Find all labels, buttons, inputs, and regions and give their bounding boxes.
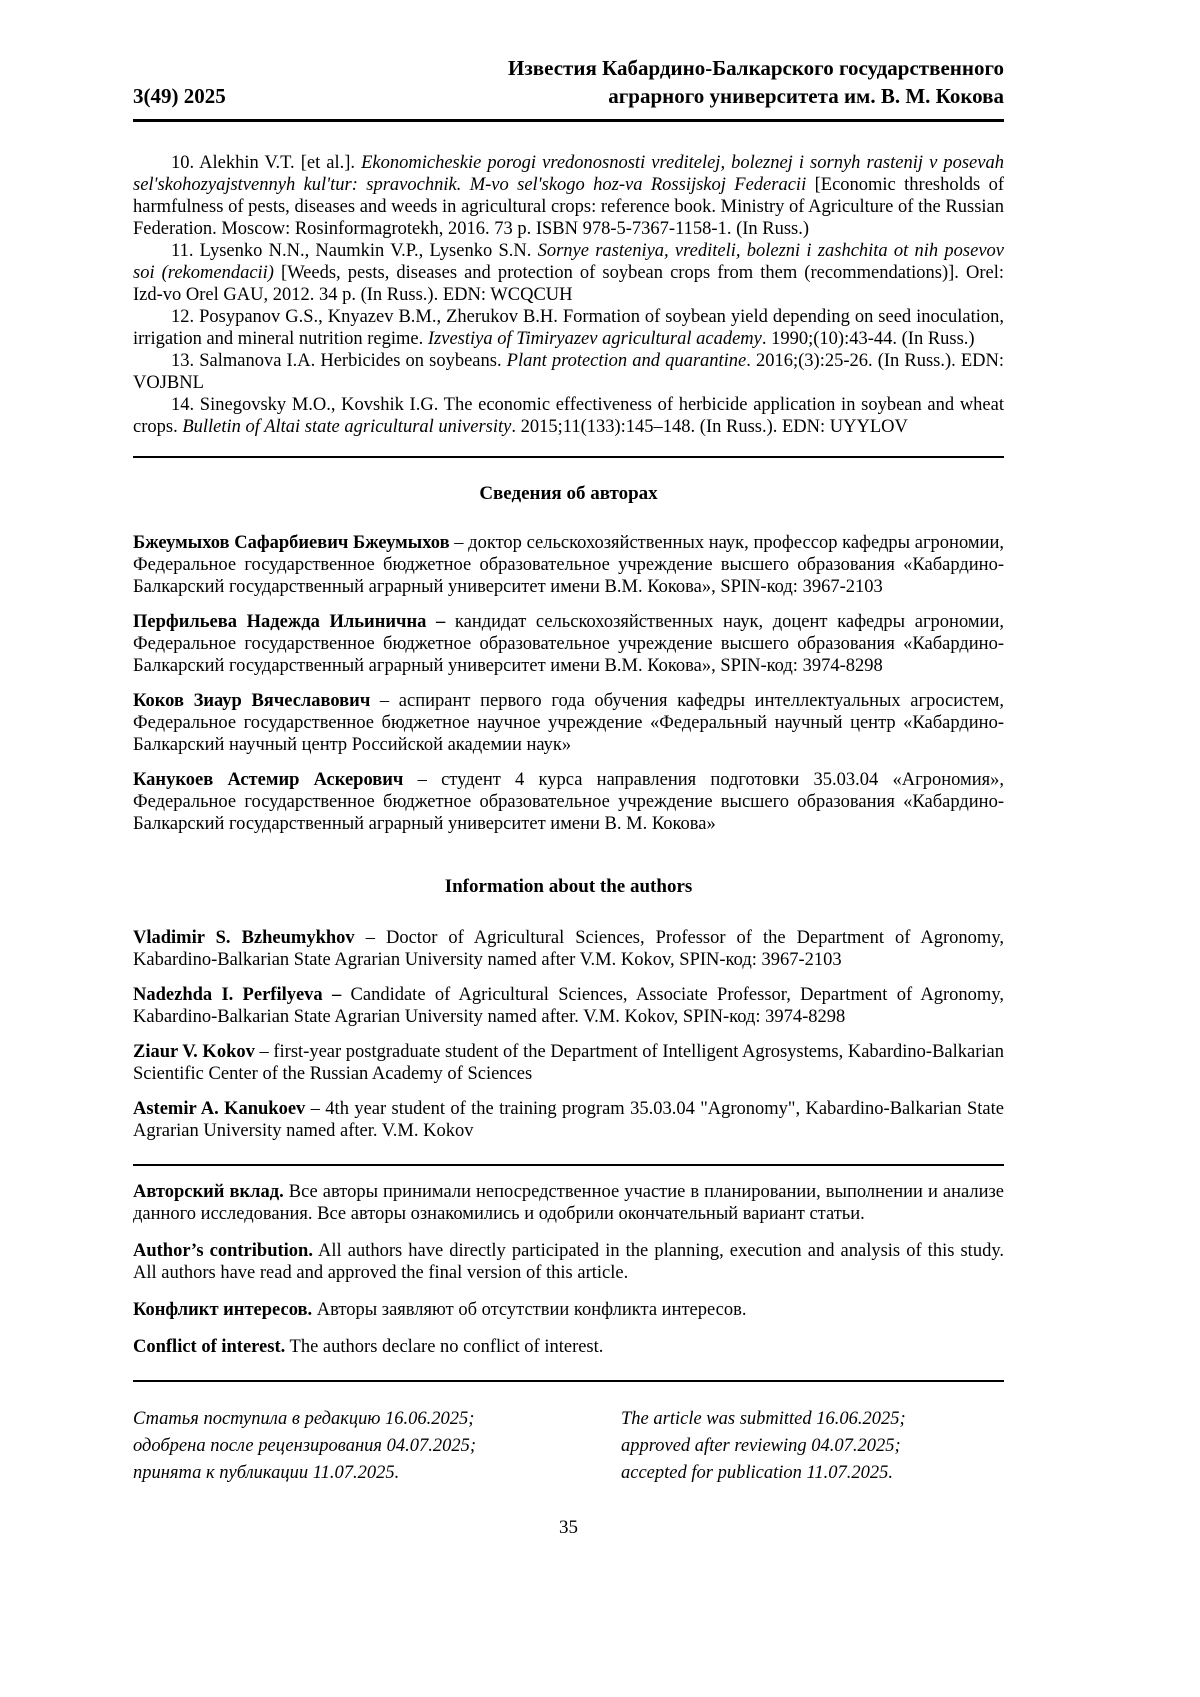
author-name: Коков Зиаур Вячеславович [133,691,371,711]
page-number: 35 [559,1517,578,1538]
conflict-of-interest-en [133,1336,1004,1358]
author-name: Бжеумыхов Сафарбиевич Бжеумыхов [133,533,450,553]
header-divider [133,119,1004,122]
reference-text: 10. Alekhin V.T. [et al.]. [171,153,362,173]
author-entry-en [133,927,1004,971]
date-line-approved-en: approved after reviewing 04.07.2025; [621,1436,901,1456]
section-divider [133,1380,1004,1382]
statement-text: All authors have directly participated in the planning, execution and analysis of this study. All authors have read and approved the final version of this article. [133,1241,1005,1283]
reference-text: 11. Lysenko N.N., Naumkin V.P., Lysenko S.N. [171,241,538,261]
author-name: Astemir A. Kanukoev [133,1099,306,1119]
statement-text: Авторы заявляют об отсутствии конфликта интересов. [312,1300,747,1320]
reference-item-10 [133,152,1004,240]
author-name: Канукоев Астемир Аскерович [133,770,404,790]
author-contribution-ru [133,1181,1004,1225]
reference-text: [Economic thresholds of harmfulness of pests, diseases and weeds in agricultural crops: reference book. Ministry of Agriculture of the Russian Federation. Moscow: Rosinformagrotekh, 2016. 73 p. ISBN 978-5-7367-1158-1. (In Russ.) [133,175,1005,239]
section-divider [133,456,1004,458]
author-description: кандидат сельскохозяйственных наук, доцент кафедры агрономии, Федеральное государственное бюджетное образовательное учреждение высшего образования «Кабардино-Балкарский государственный аграрный университет имени В.М. Кокова», SPIN-код: 3974-8298 [133,612,1004,676]
reference-title-transliterated: Sornye rasteniya, vrediteli, bolezni i zashchita ot nih posevov soi (rekomendacii) [133,241,1005,283]
statement-label: Conflict of interest. [133,1337,286,1357]
reference-item-14 [133,394,1004,438]
authors-ru-title: Сведения об авторах [479,483,658,504]
reference-item-11 [133,240,1004,306]
date-line-accepted-ru: принята к публикации 11.07.2025. [133,1463,400,1483]
author-entry-en [133,1098,1004,1142]
statement-label: Авторский вклад. [133,1182,284,1202]
reference-text: 13. Salmanova I.A. Herbicides on soybeans. [171,351,507,371]
author-description: – 4th year student of the training program 35.03.04 "Agronomy", Kabardino-Balkarian State Agrarian University named after. V.M. Kokov [133,1099,1004,1141]
author-description: – Doctor of Agricultural Sciences, Professor of the Department of Agronomy, Kabardino-Balkarian State Agrarian University named after V.M. Kokov, SPIN-код: 3967-2103 [133,928,1004,970]
author-entry-ru [133,532,1004,598]
reference-text: . 2016;(3):25-26. (In Russ.). EDN: VOJBNL [133,351,1004,393]
conflict-of-interest-ru [133,1299,1004,1321]
author-name: Vladimir S. Bzheumykhov [133,928,355,948]
references-section [133,152,1004,438]
author-description: – аспирант первого года обучения кафедры интеллектуальных агросистем, Федеральное государственное бюджетное научное учреждение «Федеральный научный центр «Кабардино-Балкарский научный центр Российской академии наук» [133,691,1004,755]
statement-text: Все авторы принимали непосредственное участие в планировании, выполнении и анализе данного исследования. Все авторы ознакомились и одобрили окончательный вариант статьи. [133,1182,1004,1224]
reference-item-13 [133,350,1004,394]
author-description: – студент 4 курса направления подготовки 35.03.04 «Агрономия», Федеральное государственное бюджетное образовательное учреждение высшего образования «Кабардино-Балкарский государственный аграрный университет имени В. М. Кокова» [133,770,1004,834]
author-name: Перфильева Надежда Ильинична – [133,612,446,632]
statement-label: Author’s contribution. [133,1241,313,1261]
reference-text: . 2015;11(133):145–148. (In Russ.). EDN: UYYLOV [511,417,908,437]
dates-ru [133,1406,621,1487]
author-description: – доктор сельскохозяйственных наук, профессор кафедры агрономии, Федеральное государственное бюджетное образовательное учреждение высшего образования «Кабардино-Балкарский государственный аграрный университет имени В.М. Кокова», SPIN-код: 3967-2103 [133,533,1004,597]
dates-en [621,1406,1004,1487]
authors-en-section [133,927,1004,1142]
reference-text: [Weeds, pests, diseases and protection of soybean crops from them (recommendations)]. Orel: Izd-vo Orel GAU, 2012. 34 p. (In Russ.). EDN: WCQCUH [133,263,1004,305]
date-line-accepted-en: accepted for publication 11.07.2025. [621,1463,893,1483]
dates-block [133,1406,1004,1487]
journal-title-line1: Известия Кабардино-Балкарского государственного [508,56,1004,80]
date-line-submitted-en: The article was submitted 16.06.2025; [621,1409,906,1429]
reference-text: 12. Posypanov G.S., Knyazev B.M., Zherukov B.H. Formation of soybean yield depending on seed inoculation, irrigation and mineral nutrition regime. [133,307,1004,349]
issue-number: 3(49) 2025 [133,84,226,108]
reference-journal-name: Plant protection and quarantine [506,351,747,371]
author-name: Nadezhda I. Perfilyeva – [133,985,342,1005]
reference-title-transliterated: Ekonomicheskie porogi vredonosnosti vreditelej, boleznej i sornyh rastenij v posevah sel'skohozyajstvennyh kul'tur: spravochnik. M-vo sel'skogo hoz-va Rossijskoj Federacii [133,153,1004,195]
reference-journal-name: Bulletin of Altai state agricultural university [182,417,512,437]
author-entry-ru [133,769,1004,835]
author-contribution-en [133,1240,1004,1284]
reference-journal-name: Izvestiya of Timiryazev agricultural academy [427,329,762,349]
date-line-approved-ru: одобрена после рецензирования 04.07.2025; [133,1436,477,1456]
date-line-submitted-ru: Статья поступила в редакцию 16.06.2025; [133,1409,475,1429]
reference-text: . 1990;(10):43-44. (In Russ.) [761,329,975,349]
statement-label: Конфликт интересов. [133,1300,313,1320]
author-entry-ru [133,690,1004,756]
page-header [133,54,1004,122]
statements-section [133,1181,1004,1358]
author-description: Candidate of Agricultural Sciences, Associate Professor, Department of Agronomy, Kabardino-Balkarian State Agrarian University named after. V.M. Kokov, SPIN-код: 3974-8298 [133,985,1004,1027]
author-entry-ru [133,611,1004,677]
author-name: Ziaur V. Kokov [133,1042,255,1062]
section-divider [133,1164,1004,1166]
author-description: – first-year postgraduate student of the Department of Intelligent Agrosystems, Kabardino-Balkarian Scientific Center of the Russian Academy of Sciences [133,1042,1004,1084]
authors-ru-section [133,532,1004,835]
statement-text: The authors declare no conflict of interest. [285,1337,604,1357]
author-entry-en [133,1041,1004,1085]
author-entry-en [133,984,1004,1028]
journal-title-line2: аграрного университета им. В. М. Кокова [608,84,1004,108]
authors-en-title: Information about the authors [444,876,693,897]
reference-text: 14. Sinegovsky M.O., Kovshik I.G. The economic effectiveness of herbicide application in soybean and wheat crops. [133,395,1004,437]
reference-item-12 [133,306,1004,350]
